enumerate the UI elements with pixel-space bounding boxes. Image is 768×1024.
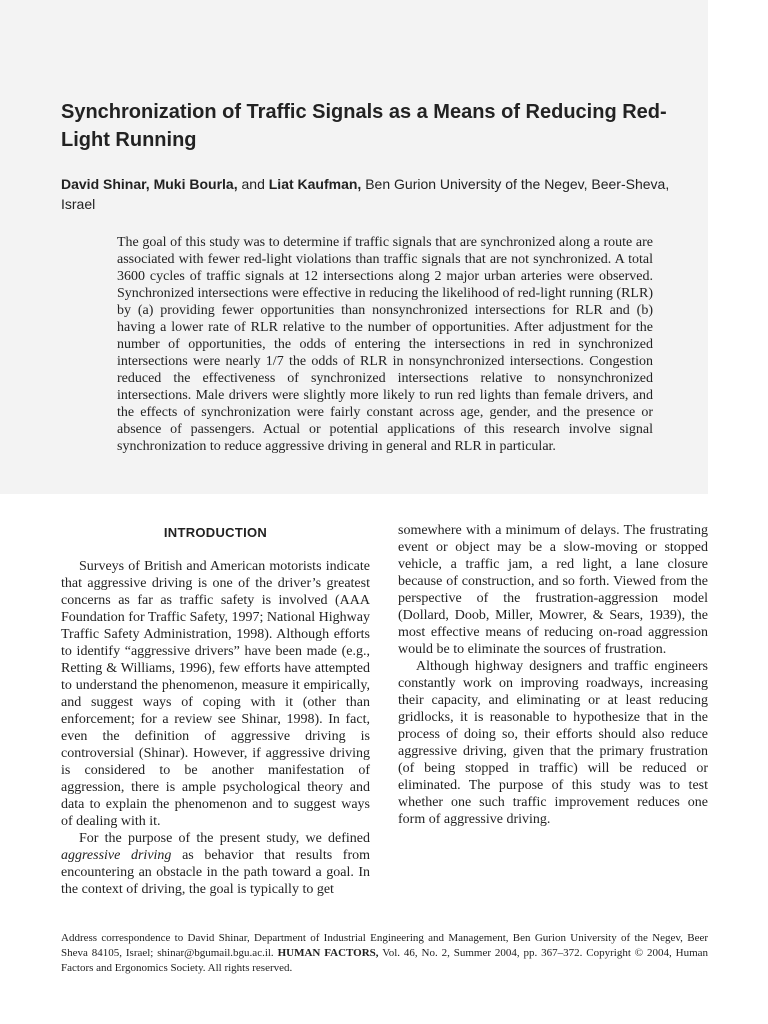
authors-line — [61, 174, 701, 214]
left-column — [61, 522, 370, 898]
paragraph-text: somewhere with a minimum of delays. The frustrating event or object may be a slow-moving or stopped vehicle, a traffic jam, a red light, a lane closure because of construction, and so forth. Viewed from the perspective of the frustration-aggression model (Dollard, Doob, Miller, Mowrer, & Sears, 1939), the most effective means of reducing on-road aggression would be to eliminate the sources of frustration. — [398, 523, 708, 657]
right-column — [398, 522, 708, 828]
footnote — [61, 931, 708, 976]
author-name: Muki Bourla, — [153, 176, 238, 192]
paragraph — [398, 522, 708, 658]
abstract: The goal of this study was to determine if traffic signals that are synchronized along a route are associated with fewer red-light violations than traffic signals that are not synchronized. A total 3600 cycles of traffic signals at 12 intersections along 2 major urban arteries were observed. Synchronized intersections were effective in reducing the likelihood of red-light running (RLR) by (a) providing fewer opportunities than nonsynchronized intersections for RLR and (b) having a lower rate of RLR relative to the number of opportunities. After adjustment for the number of opportunities, the odds of entering the intersections in red in synchronized intersections were nearly 1/7 the odds of RLR in nonsynchronized intersections. Congestion reduced the effectiveness of synchronized intersections relative to nonsynchronized intersections. Male drivers were slightly more likely to run red lights than female drivers, and the effects of synchronization were fairly constant across age, gender, and the presence or absence of passengers. Actual or potential applications of this research involve signal synchronization to reduce aggressive driving in general and RLR in particular. — [117, 235, 653, 454]
emphasis-term: aggressive driving — [61, 848, 172, 863]
paragraph — [61, 830, 370, 898]
paragraph: Although highway designers and traffic engineers constantly work on improving roadways, increasing their capacity, and eliminating or at least reducing gridlocks, it is reasonable to hypothesize that in the process of doing so, their efforts should also reduce aggressive driving, given that the primary frustration (of being stopped in traffic) will be reduced or eliminated. The purpose of this study was to test whether one such traffic improvement reduces one form of aggressive driving. — [398, 659, 708, 827]
paragraph-text: as behavior that results from encountering an obstacle in the path toward a goal. In the context of driving, the goal is typically to get — [61, 848, 370, 897]
author-conjunction: and — [241, 176, 265, 192]
paper-title: Synchronization of Traffic Signals as a Means of Reducing Red-Light Running — [61, 101, 667, 151]
author-name: Liat Kaufman, — [268, 176, 362, 192]
paragraph-text: For the purpose of the present study, we defined — [79, 831, 370, 846]
affiliation: Ben Gurion University of the Negev, Beer-Sheva, Israel — [61, 176, 670, 212]
journal-name: HUMAN FACTORS, — [277, 947, 379, 959]
footnote-citation: Vol. 46, No. 2, Summer 2004, pp. 367–372. Copyright © 2004, Human Factors and Ergonomics Society. All rights reserved. — [61, 947, 709, 974]
paragraph: Surveys of British and American motorists indicate that aggressive driving is one of the driver’s greatest concerns as far as traffic safety is involved (AAA Foundation for Traffic Safety, 1997; National Highway Traffic Safety Administration, 1998). Although efforts to identify “aggressive drivers” have been made (e.g., Retting & Williams, 1996), few efforts have attempted to understand the phenomenon, measure it empirically, and suggest ways of coping with it (other than enforcement; for a review see Shinar, 1998). In fact, even the definition of aggressive driving is controversial (Shinar). However, if aggressive driving is considered to be another manifestation of aggression, there is ample psychological theory and data to explain the phenomenon and to suggest ways of dealing with it. — [61, 559, 370, 829]
footnote-address: Address correspondence to David Shinar, Department of Industrial Engineering and Management, Ben Gurion University of the Negev, Beer Sheva 84105, Israel; shinar@bgumail.bgu.ac.il. — [61, 932, 708, 959]
author-name: David Shinar, — [61, 176, 150, 192]
section-heading: INTRODUCTION — [163, 525, 268, 540]
